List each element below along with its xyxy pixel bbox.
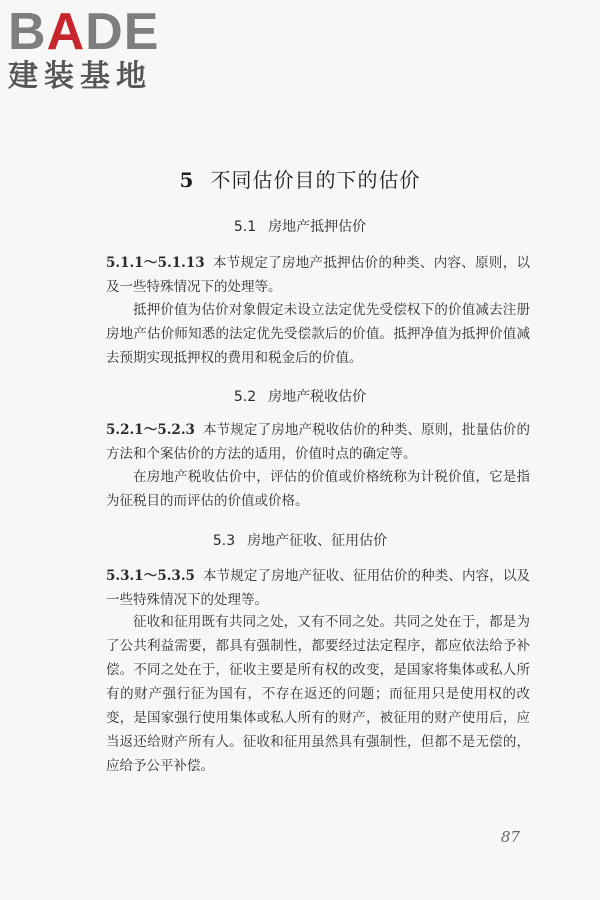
publisher-logo — [8, 3, 178, 102]
section-number: 5.3 — [212, 533, 236, 549]
clause-number: 5.2.1～5.2.3 — [106, 422, 195, 438]
body-paragraph-5-1: 抵押价值为估价对象假定未设立法定优先受偿权下的价值减去注册房地产估价师知悉的法定优先受偿款后的价值。抵押净值为抵押价值减去预期实现抵押权的费用和税金后的价值。 — [106, 302, 530, 366]
clause-text: 本节规定了房地产税收估价的种类、原则，批量估价的方法和个案估价的方法的适用，价值时点的确定等。 — [106, 422, 530, 462]
body-paragraph-5-3: 征收和征用既有共同之处，又有不同之处。共同之处在于，都是为了公共利益需要，都具有强制性，都要经过法定程序，都应依法给予补偿。不同之处在于，征收主要是所有权的改变，是国家将集体或私人所有的财产强行征为国有，不存在返还的问题；而征用只是使用权的改变，是国家强行使用集体或私人所有的财产，被征用的财产使用后，应当返还给财产所有人。征收和征用虽然具有强制性，但都不是无偿的，应给予公平补偿。 — [106, 614, 530, 774]
chapter-title — [0, 164, 600, 193]
section-heading-5-1 — [0, 216, 600, 236]
body-paragraph-5-2: 在房地产税收估价中，评估的价值或价格统称为计税价值，它是指为征税目的而评估的价值或价格。 — [106, 469, 530, 509]
clause-paragraph-5-2 — [106, 418, 530, 466]
clause-number: 5.1.1～5.1.13 — [106, 255, 205, 271]
section-heading-5-3 — [0, 530, 600, 550]
clause-number: 5.3.1～5.3.5 — [106, 568, 195, 584]
clause-paragraph-5-3 — [106, 564, 530, 612]
section-title-text: 房地产征收、征用估价 — [247, 533, 388, 549]
page-number: 87 — [500, 828, 520, 846]
clause-text: 本节规定了房地产征收、征用估价的种类、内容，以及一些特殊情况下的处理等。 — [106, 568, 530, 608]
section-heading-5-2 — [0, 386, 600, 406]
chapter-number: 5 — [179, 168, 195, 192]
section-title-text: 房地产税收估价 — [268, 389, 367, 405]
clause-text: 本节规定了房地产抵押估价的种类、内容、原则，以及一些特殊情况下的处理等。 — [106, 255, 530, 295]
section-number: 5.2 — [233, 389, 257, 405]
clause-paragraph-5-1 — [106, 251, 530, 299]
section-title-text: 房地产抵押估价 — [268, 219, 367, 235]
logo-subtitle: 建装基地 — [8, 59, 152, 94]
chapter-title-text: 不同估价目的下的估价 — [210, 168, 421, 192]
logo-wordmark — [8, 3, 178, 61]
logo-mark-text: BADE — [8, 3, 160, 61]
section-number: 5.1 — [233, 219, 257, 235]
